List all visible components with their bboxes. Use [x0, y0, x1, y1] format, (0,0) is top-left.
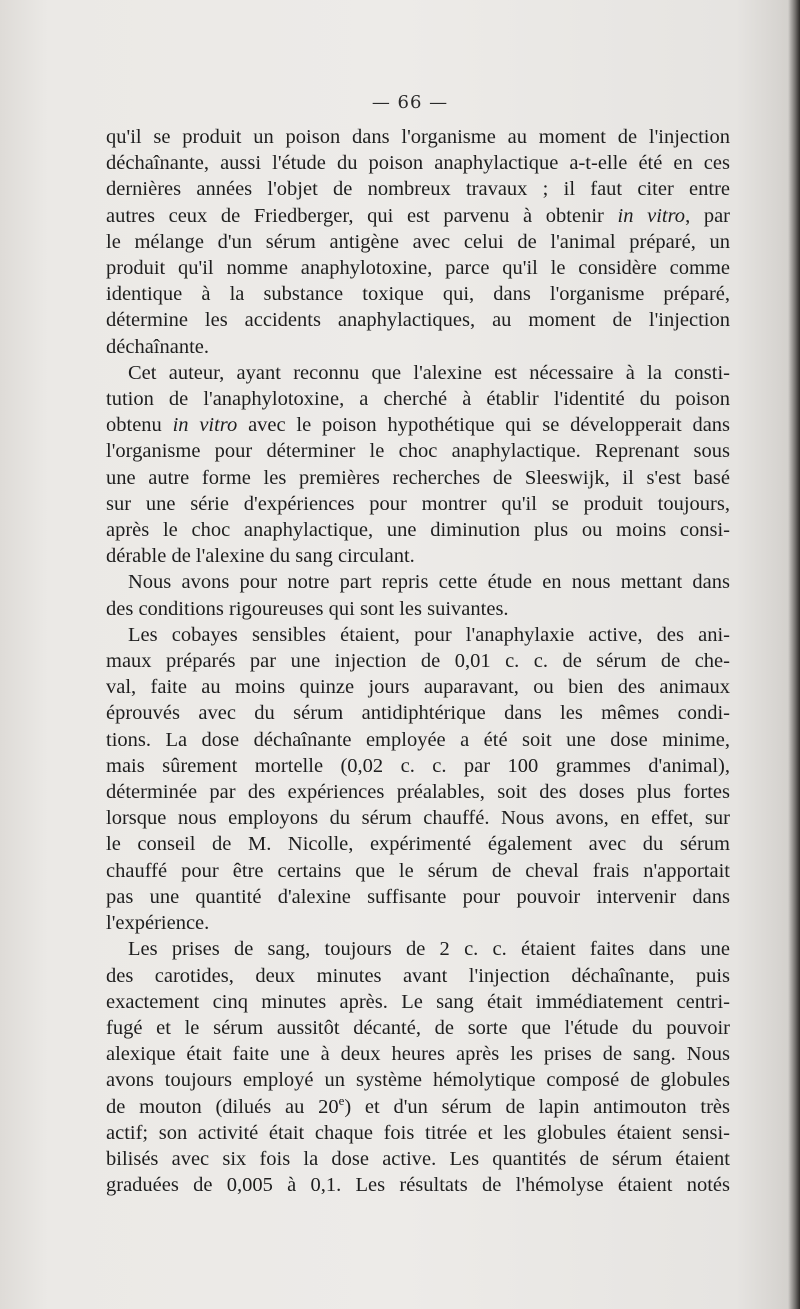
page-binding-shadow: [788, 0, 800, 1309]
text-segment: obtenu: [106, 414, 162, 437]
text-line: tions. La dose déchaînante employée a été soit une dose minime,: [106, 728, 730, 751]
text-line: fugé et le sérum aussitôt décanté, de sorte que l'étude du pouvoir: [106, 1016, 730, 1039]
text-line: actif; son activité était chaque fois titrée et les globules étaient sensi-: [106, 1121, 730, 1144]
text-line: identique à la substance toxique qui, dans l'organisme préparé,: [106, 283, 730, 306]
text-segment: autres ceux de Friedberger, qui est parvenu à obtenir: [106, 204, 604, 227]
italic-term: in vitro: [617, 204, 686, 227]
text-line: Cet auteur, ayant reconnu que l'alexine est nécessaire à la consti-: [128, 361, 730, 384]
text-segment: avec le poison hypothétique qui se développerait dans: [248, 414, 731, 437]
text-line: qu'il se produit un poison dans l'organisme au moment de l'injection: [106, 126, 730, 148]
text-line: le conseil de M. Nicolle, expérimenté également avec du sérum: [106, 833, 730, 856]
text-line: une autre forme les premières recherches de Sleeswijk, il s'est basé: [106, 466, 730, 489]
text-line: Nous avons pour notre part repris cette étude en nous mettant dans: [128, 571, 730, 594]
text-line: [106, 203, 730, 229]
text-line: des conditions rigoureuses qui sont les suivantes.: [106, 597, 509, 620]
text-line: produit qu'il nomme anaphylotoxine, parce qu'il le considère comme: [106, 257, 730, 280]
superscript: e: [338, 1092, 345, 1108]
text-line: val, faite au moins quinze jours auparavant, ou bien des animaux: [106, 676, 730, 699]
text-line: [106, 412, 730, 438]
text-line: maux préparés par une injection de 0,01 c. c. de sérum de che-: [106, 650, 730, 673]
text-line: après le choc anaphylactique, une diminution plus ou moins consi-: [106, 519, 730, 542]
text-line: pas une quantité d'alexine suffisante pour pouvoir intervenir dans: [106, 885, 730, 908]
text-line: alexique était faite une à deux heures après les prises de sang. Nous: [106, 1043, 730, 1066]
text-line: mais sûrement mortelle (0,02 c. c. par 100 grammes d'animal),: [106, 754, 730, 777]
text-line: déchaînante, aussi l'étude du poison anaphylactique a-t-elle été en ces: [106, 152, 730, 175]
italic-term: in vitro: [172, 414, 238, 437]
text-line: tution de l'anaphylotoxine, a cherché à établir l'identité du poison: [106, 388, 730, 411]
text-line: dernières années l'objet de nombreux travaux ; il faut citer entre: [106, 178, 730, 201]
text-line: avons toujours employé un système hémolytique composé de globules: [106, 1069, 730, 1092]
text-line: lorsque nous employons du sérum chauffé. Nous avons, en effet, sur: [106, 807, 730, 830]
text-line: Les prises de sang, toujours de 2 c. c. étaient faites dans une: [128, 938, 730, 961]
text-line: des carotides, deux minutes avant l'injection déchaînante, puis: [106, 964, 730, 987]
page-number: — 66 —: [371, 92, 449, 113]
text-segment: , par: [685, 204, 731, 227]
text-line: déterminée par des expériences préalables, soit des doses plus fortes: [106, 781, 730, 804]
text-line: Les cobayes sensibles étaient, pour l'anaphylaxie active, des ani-: [128, 623, 730, 646]
text-line: détermine les accidents anaphylactiques, au moment de l'injection: [106, 309, 730, 332]
text-line: déchaînante.: [106, 335, 210, 358]
text-line: l'expérience.: [106, 912, 210, 935]
text-line: dérable de l'alexine du sang circulant.: [106, 545, 415, 568]
text-segment: ) et d'un sérum de lapin antimouton très: [344, 1095, 730, 1118]
text-line: le mélange d'un sérum antigène avec celui de l'animal préparé, un: [106, 230, 730, 253]
text-line: sur une série d'expériences pour montrer qu'il se produit toujours,: [106, 492, 730, 515]
text-line: [106, 1094, 730, 1120]
text-line: graduées de 0,005 à 0,1. Les résultats de l'hémolyse étaient notés: [106, 1174, 730, 1197]
text-line: bilisés avec six fois la dose active. Les quantités de sérum étaient: [106, 1147, 730, 1170]
text-line: chauffé pour être certains que le sérum de cheval frais n'apportait: [106, 859, 730, 882]
text-line: l'organisme pour déterminer le choc anaphylactique. Reprenant sous: [106, 440, 730, 463]
body-text: [106, 124, 730, 1198]
text-line: éprouvés avec du sérum antidiphtérique dans les mêmes condi-: [106, 702, 730, 725]
text-line: exactement cinq minutes après. Le sang était immédiatement centri-: [106, 990, 730, 1013]
text-segment: de mouton (dilués au 20: [106, 1095, 339, 1118]
